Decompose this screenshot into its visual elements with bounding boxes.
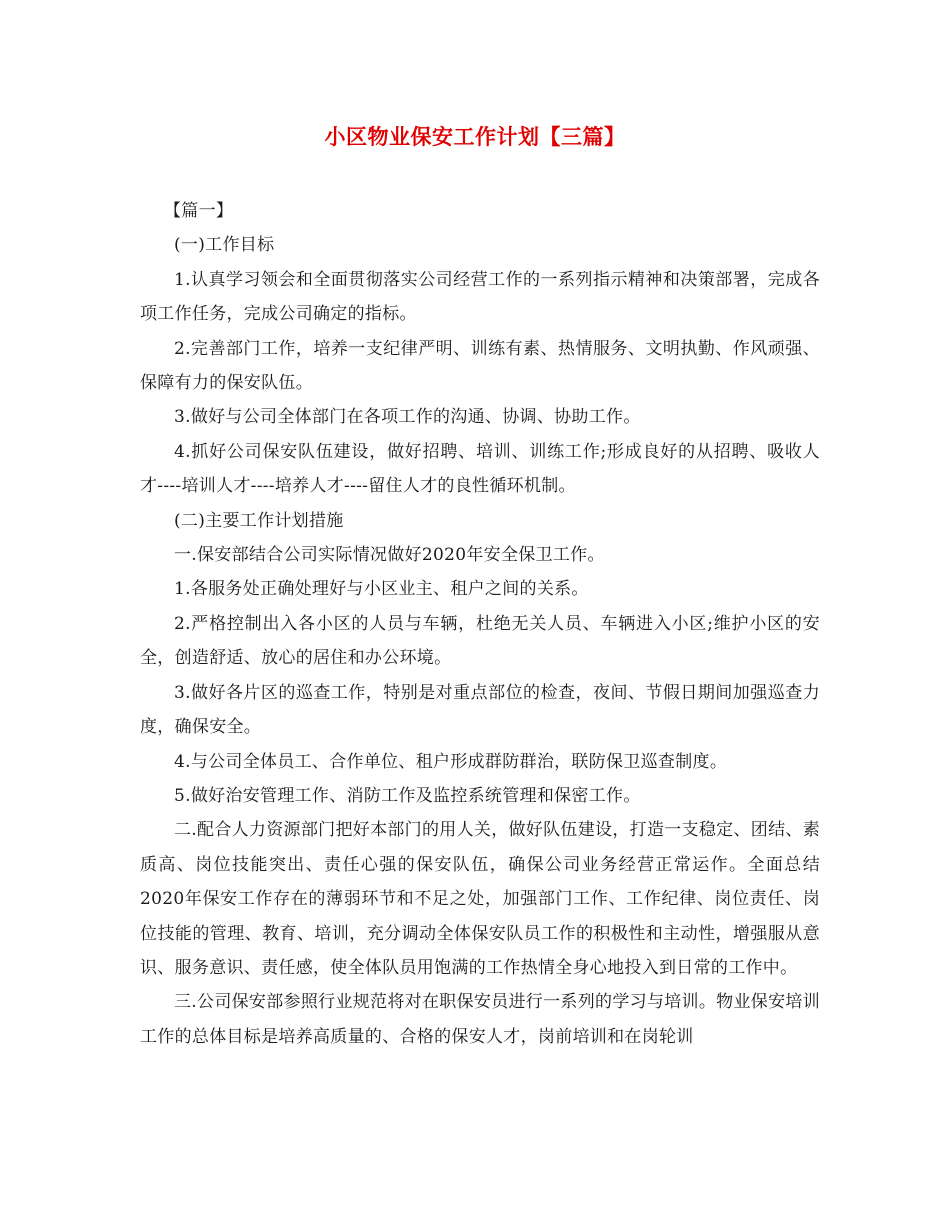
document-title: 小区物业保安工作计划【三篇】	[324, 124, 626, 149]
paragraph: 4.抓好公司保安队伍建设，做好招聘、培训、训练工作;形成良好的从招聘、吸收人才----培训人才----培养人才----留住人才的良性循环机制。	[140, 441, 820, 497]
paragraph: 二.配合人力资源部门把好本部门的用人关，做好队伍建设，打造一支稳定、团结、素质高、岗位技能突出、责任心强的保安队伍，确保公司业务经营正常运作。全面总结2020年保安工作存在的薄弱环节和不足之处，加强部门工作、工作纪律、岗位责任、岗位技能的管理、教育、培训，充分调动全体保安队员工作的积极性和主动性，增强服从意识、服务意识、责任感，使全体队员用饱满的工作热情全身心地投入到日常的工作中。	[140, 820, 820, 978]
paragraph: 2.严格控制出入各小区的人员与车辆，杜绝无关人员、车辆进入小区;维护小区的安全，创造舒适、放心的居住和办公环境。	[140, 613, 820, 669]
paragraph: 3.做好与公司全体部门在各项工作的沟通、协调、协助工作。	[174, 407, 641, 428]
subheading: (二)主要工作计划措施	[174, 510, 344, 531]
subheading: (一)工作目标	[174, 235, 275, 256]
section-heading: 【篇一】	[164, 201, 234, 221]
paragraph: 1.认真学习领会和全面贯彻落实公司经营工作的一系列指示精神和决策部署，完成各项工作任务，完成公司确定的指标。	[140, 269, 820, 325]
paragraph: 2.完善部门工作，培养一支纪律严明、训练有素、热情服务、文明执勤、作风顽强、保障有力的保安队伍。	[140, 338, 820, 394]
paragraph: 4.与公司全体员工、合作单位、租户形成群防群治，联防保卫巡查制度。	[174, 751, 728, 772]
paragraph: 3.做好各片区的巡查工作，特别是对重点部位的检查，夜间、节假日期间加强巡查力度，确保安全。	[140, 682, 820, 738]
document-body	[140, 194, 820, 1054]
paragraph: 5.做好治安管理工作、消防工作及监控系统管理和保密工作。	[174, 785, 641, 806]
paragraph: 1.各服务处正确处理好与小区业主、租户之间的关系。	[174, 579, 589, 600]
paragraph: 三.公司保安部参照行业规范将对在职保安员进行一系列的学习与培训。物业保安培训工作的总体目标是培养高质量的、合格的保安人才，岗前培训和在岗轮训	[140, 992, 820, 1047]
paragraph: 一.保安部结合公司实际情况做好2020年安全保卫工作。	[174, 545, 605, 566]
